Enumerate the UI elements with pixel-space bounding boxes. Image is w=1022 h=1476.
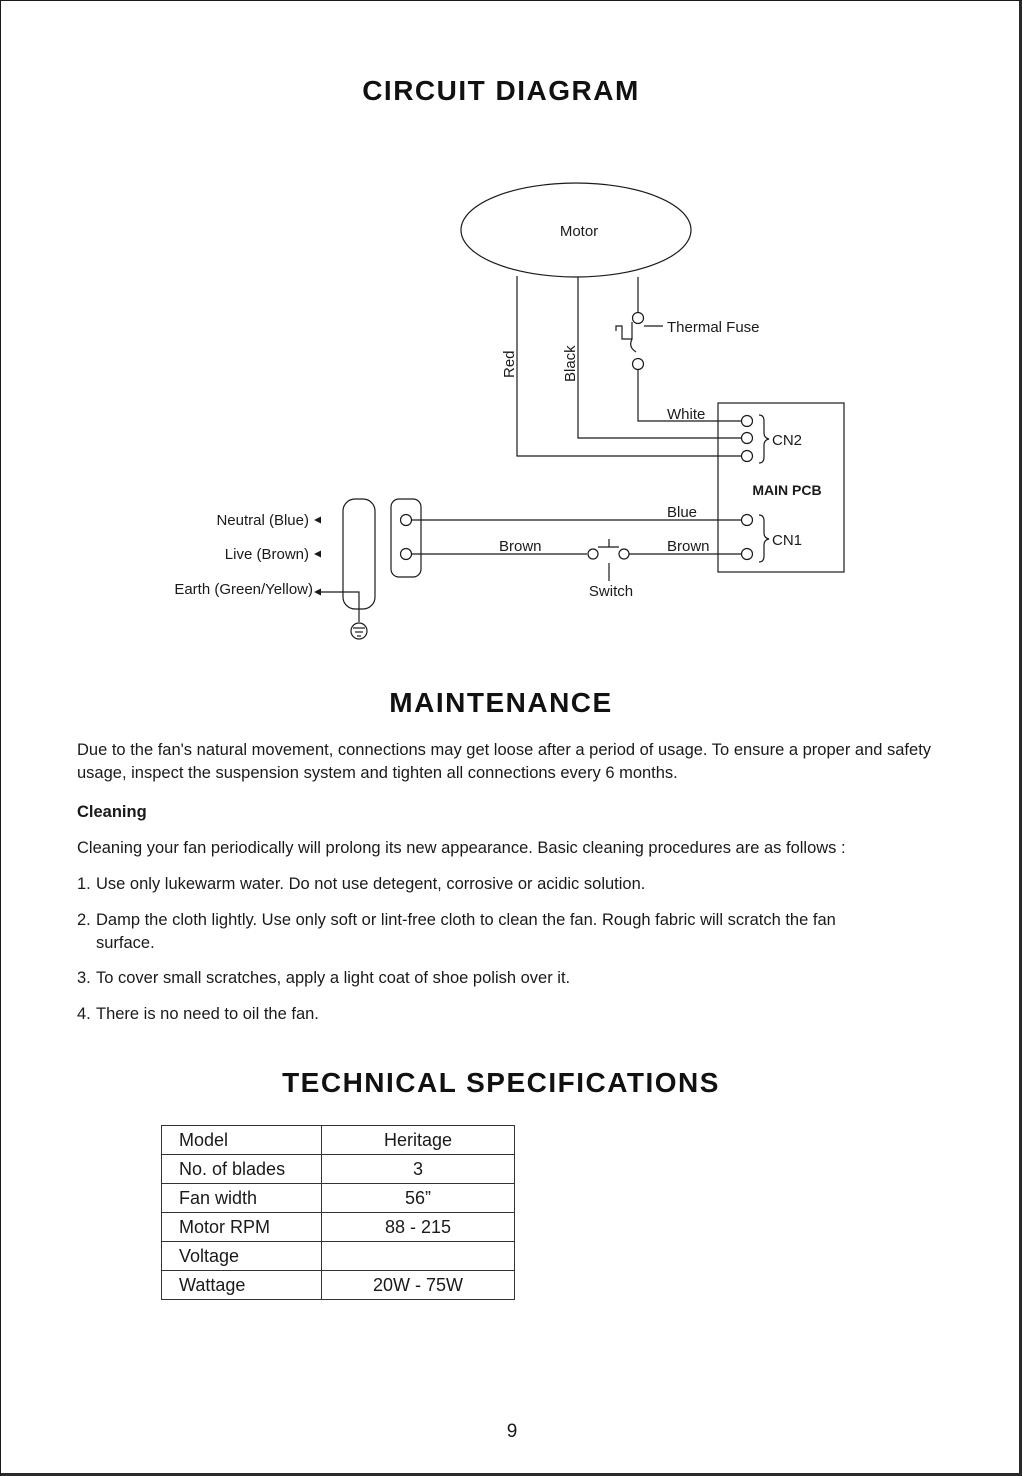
circuit-diagram-title: CIRCUIT DIAGRAM (362, 75, 640, 106)
step-text-continued: surface. (96, 934, 155, 952)
motor-label: Motor (559, 223, 599, 240)
cn2-terminal-1 (742, 416, 753, 427)
fuse-top-terminal (633, 313, 644, 324)
cn2-terminal-3 (742, 451, 753, 462)
cn1-brace (759, 515, 769, 562)
step-text: To cover small scratches, apply a light coat of shoe polish over it. (96, 969, 571, 987)
spec-label: Model (162, 1126, 322, 1155)
blue-wire-label: Blue (667, 504, 698, 521)
spec-value: 3 (322, 1155, 515, 1184)
step-number: 1. (77, 875, 91, 893)
maintenance-intro: Due to the fan's natural movement, connections may get loose after a period of usage. To ensure a proper and safety usage, inspect the suspension system and tighten all connections every 6 months. (77, 741, 932, 782)
step-number: 4. (77, 1005, 91, 1023)
cleaning-step (77, 873, 967, 896)
spec-label: Voltage (162, 1242, 322, 1271)
cleaning-heading: Cleaning (77, 803, 147, 821)
live-arrow-icon (314, 551, 321, 558)
earth-wire (319, 592, 359, 622)
spec-value: 88 - 215 (322, 1213, 515, 1242)
thermal-fuse-label: Thermal Fuse (667, 319, 760, 336)
cn2-terminal-2 (742, 433, 753, 444)
spec-label: Motor RPM (162, 1213, 322, 1242)
cleaning-intro: Cleaning your fan periodically will prolong its new appearance. Basic cleaning procedures are as follows : (77, 839, 846, 857)
brown-wire-label-right: Brown (667, 538, 710, 555)
page-number: 9 (506, 1421, 518, 1442)
cn2-label: CN2 (772, 432, 803, 449)
table-row (162, 1271, 515, 1300)
step-text: Use only lukewarm water. Do not use detegent, corrosive or acidic solution. (96, 875, 646, 893)
spec-label: No. of blades (162, 1155, 322, 1184)
earth-label: Earth (Green/Yellow) (174, 581, 313, 598)
cn2-brace (759, 415, 769, 463)
brown-wire-label-left: Brown (499, 538, 542, 555)
spec-value: Heritage (322, 1126, 515, 1155)
cn1-terminal-1 (742, 515, 753, 526)
spec-table (161, 1125, 515, 1300)
step-number: 2. (77, 911, 91, 929)
fuse-bottom-terminal (633, 359, 644, 370)
step-text: Damp the cloth lightly. Use only soft or lint-free cloth to clean the fan. Rough fabric will scratch the fan (96, 911, 836, 929)
step-text: There is no need to oil the fan. (96, 1005, 319, 1023)
live-label: Live (Brown) (224, 546, 309, 563)
cleaning-step (77, 909, 967, 955)
switch-terminal-left (588, 549, 598, 559)
earth-arrow-icon (314, 589, 321, 596)
switch-terminal-right (619, 549, 629, 559)
red-wire (517, 276, 741, 456)
spec-label: Fan width (162, 1184, 322, 1213)
cn1-terminal-2 (742, 549, 753, 560)
maintenance-title: MAINTENANCE (389, 687, 613, 718)
terminal-block-right (391, 499, 421, 577)
main-pcb-label: MAIN PCB (752, 482, 822, 498)
circuit-diagram (1, 171, 1001, 651)
black-wire (578, 277, 741, 438)
spec-value (322, 1242, 515, 1271)
live-terminal (401, 549, 412, 560)
table-row (162, 1155, 515, 1184)
table-row (162, 1184, 515, 1213)
spec-value: 20W - 75W (322, 1271, 515, 1300)
technical-specifications-title: TECHNICAL SPECIFICATIONS (282, 1067, 720, 1098)
neutral-label: Neutral (Blue) (216, 512, 309, 529)
spec-value: 56” (322, 1184, 515, 1213)
thermal-fuse-symbol (616, 322, 636, 352)
cleaning-step (77, 1003, 967, 1026)
white-wire-label: White (667, 406, 706, 423)
table-row (162, 1126, 515, 1155)
neutral-arrow-icon (314, 517, 321, 524)
neutral-terminal (401, 515, 412, 526)
table-row (162, 1213, 515, 1242)
spec-label: Wattage (162, 1271, 322, 1300)
switch-label: Switch (588, 583, 634, 600)
black-wire-label: Black (562, 345, 579, 382)
cn1-label: CN1 (772, 532, 803, 549)
table-row (162, 1242, 515, 1271)
cleaning-step (77, 967, 967, 990)
step-number: 3. (77, 969, 91, 987)
red-wire-label: Red (501, 350, 518, 378)
